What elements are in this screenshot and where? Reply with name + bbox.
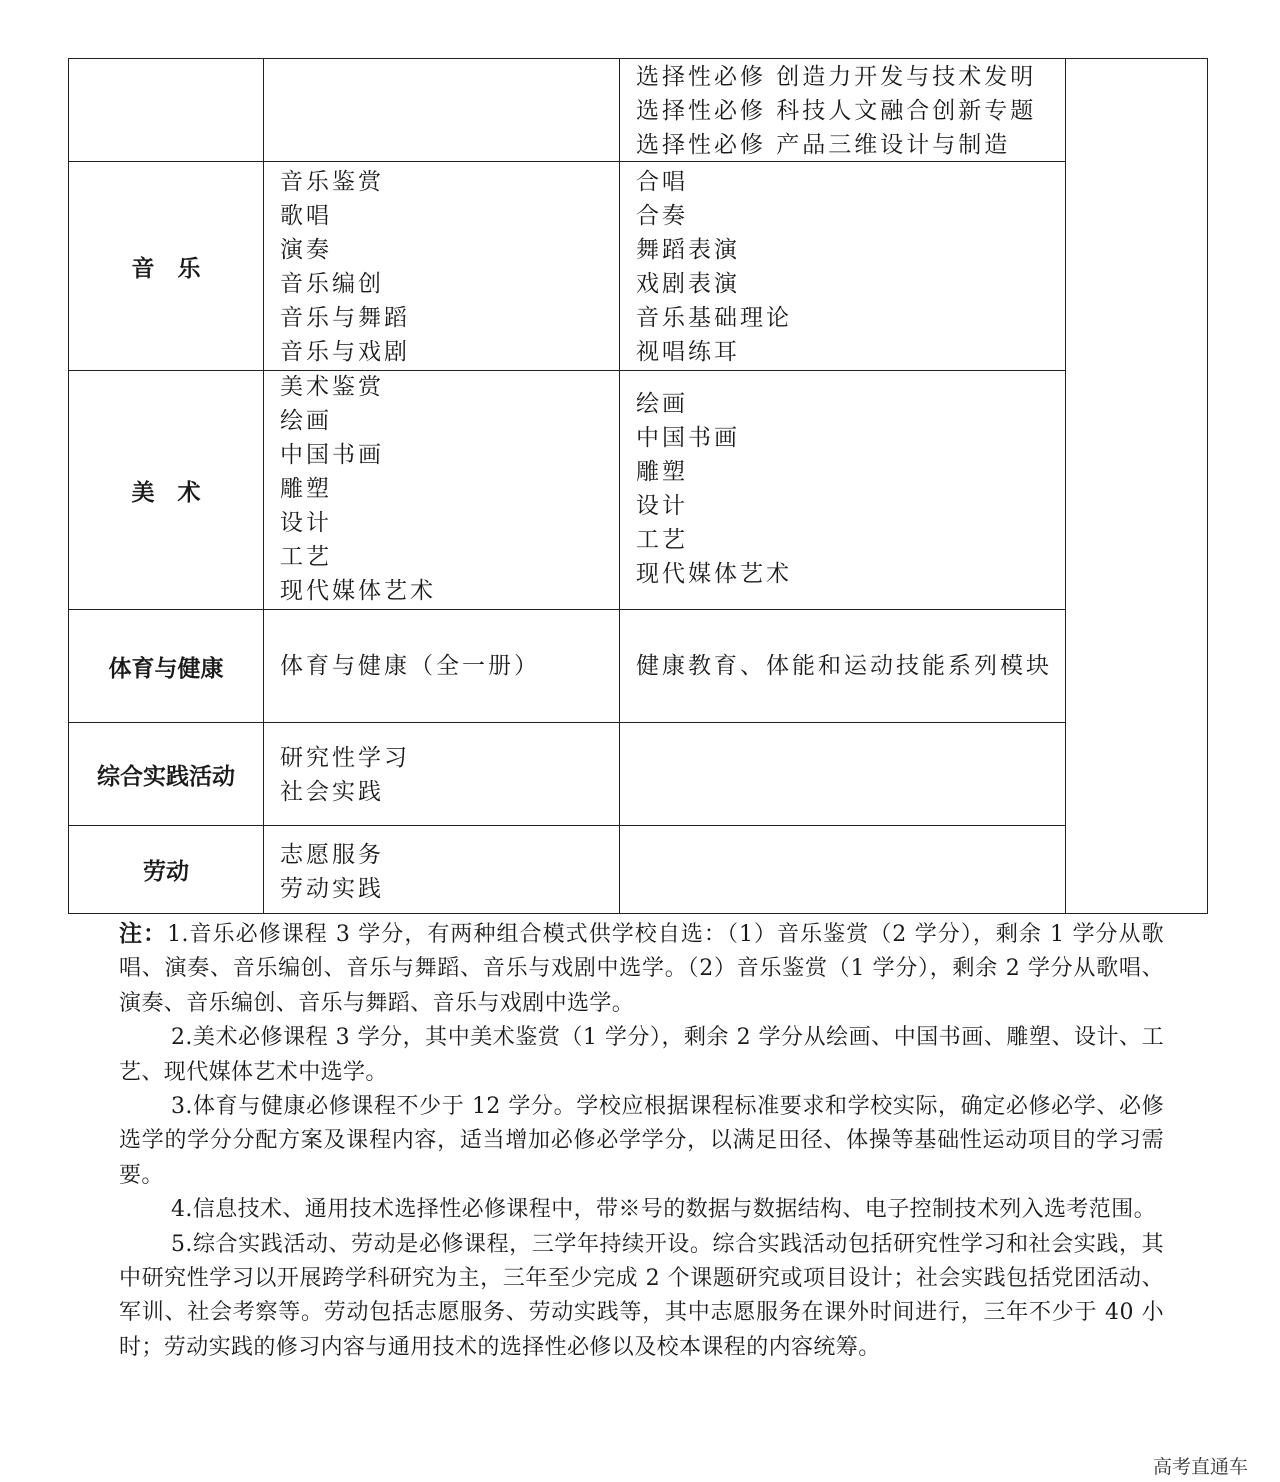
required-course: 音乐与戏剧 — [280, 339, 410, 365]
table-border-right — [1207, 58, 1208, 914]
elective-course: 设计 — [636, 493, 688, 519]
watermark-text: 高考直通车 — [1152, 1456, 1248, 1478]
required-course: 志愿服务 — [280, 842, 384, 868]
subject-music: 音 乐 — [131, 255, 201, 282]
elective-course: 音乐基础理论 — [636, 305, 792, 331]
elective-course: 现代媒体艺术 — [636, 561, 792, 587]
required-course: 演奏 — [280, 237, 332, 263]
required-course: 歌唱 — [280, 203, 332, 229]
required-course: 绘画 — [280, 408, 332, 434]
required-course: 现代媒体艺术 — [280, 578, 436, 604]
subject-pe-health: 体育与健康 — [108, 655, 224, 682]
practice-required-list — [280, 741, 410, 809]
required-course: 音乐鉴赏 — [280, 169, 384, 195]
pe-elective-list — [636, 649, 1052, 683]
elective-course: 合唱 — [636, 169, 688, 195]
elective-course: 中国书画 — [636, 425, 740, 451]
required-course: 研究性学习 — [280, 745, 410, 771]
subject-fine-arts: 美 术 — [131, 479, 201, 506]
table-row-continuation-elective — [636, 60, 1036, 162]
note-item-4: 4.信息技术、通用技术选择性必修课程中，带※号的数据与数据结构、电子控制技术列入选考范围。 — [171, 1197, 1156, 1223]
notes-lead: 注： — [119, 921, 168, 947]
required-course: 雕塑 — [280, 476, 332, 502]
note-item-1 — [119, 917, 1164, 1021]
music-required-list — [280, 165, 410, 369]
elective-course: 视唱练耳 — [636, 339, 740, 365]
table-divider-elective — [1065, 58, 1066, 914]
elective-course: 雕塑 — [636, 459, 688, 485]
subject-comprehensive-practice: 综合实践活动 — [97, 763, 235, 790]
elective-course: 选择性必修 产品三维设计与制造 — [636, 132, 1011, 158]
required-course: 音乐编创 — [280, 271, 384, 297]
note-item-5: 5.综合实践活动、劳动是必修课程，三学年持续开设。综合实践活动包括研究性学习和社会实践，其中研究性学习以开展跨学科研究为主，三年至少完成 2 个课题研究或项目设计；社会实践包括党团活动、军训、社会考察等。劳动包括志愿服务、劳动实践等，其中志愿服务在课外时间进行，三年不少于 40 小时；劳动实践的修习内容与通用技术的选择性必修以及校本课程的内容统筹。 — [119, 1231, 1164, 1360]
required-course: 中国书画 — [280, 442, 384, 468]
note-item-3: 3.体育与健康必修课程不少于 12 学分。学校应根据课程标准要求和学校实际，确定必修必学、必修选学的学分分配方案及课程内容，适当增加必修必学学分，以满足田径、体操等基础性运动项目的学习需要。 — [119, 1094, 1164, 1188]
note-item-2: 2.美术必修课程 3 学分，其中美术鉴赏（1 学分），剩余 2 学分从绘画、中国书画、雕塑、设计、工艺、现代媒体艺术中选学。 — [119, 1025, 1164, 1085]
table-border-top — [68, 58, 1207, 59]
labor-required-list — [280, 838, 384, 906]
elective-course: 健康教育、体能和运动技能系列模块 — [636, 653, 1052, 679]
table-border-bottom — [68, 913, 1207, 914]
note-text: 1.音乐必修课程 3 学分，有两种组合模式供学校自选：（1）音乐鉴赏（2 学分），剩余 1 学分从歌唱、演奏、音乐编创、音乐与舞蹈、音乐与戏剧中选学。（2）音乐鉴赏（1 学分），剩余 2 学分从歌唱、演奏、音乐编创、音乐与舞蹈、音乐与戏剧中选学。 — [119, 922, 1164, 1016]
required-course: 音乐与舞蹈 — [280, 305, 410, 331]
required-course: 劳动实践 — [280, 876, 384, 902]
table-divider-required — [619, 58, 620, 914]
art-required-list — [280, 370, 436, 608]
music-elective-list — [636, 165, 792, 369]
art-elective-list — [636, 387, 792, 591]
elective-course: 工艺 — [636, 527, 688, 553]
required-course: 设计 — [280, 510, 332, 536]
required-course: 工艺 — [280, 544, 332, 570]
pe-required-list — [280, 649, 540, 683]
elective-course: 合奏 — [636, 203, 688, 229]
required-course: 体育与健康（全一册） — [280, 653, 540, 679]
elective-course: 选择性必修 创造力开发与技术发明 — [636, 64, 1037, 90]
elective-course: 选择性必修 科技人文融合创新专题 — [636, 98, 1037, 124]
required-course: 社会实践 — [280, 779, 384, 805]
subject-labor: 劳动 — [143, 859, 189, 885]
notes-section — [119, 917, 1164, 1365]
required-course: 美术鉴赏 — [280, 374, 384, 400]
elective-course: 舞蹈表演 — [636, 237, 740, 263]
elective-course: 绘画 — [636, 391, 688, 417]
elective-course: 戏剧表演 — [636, 271, 740, 297]
